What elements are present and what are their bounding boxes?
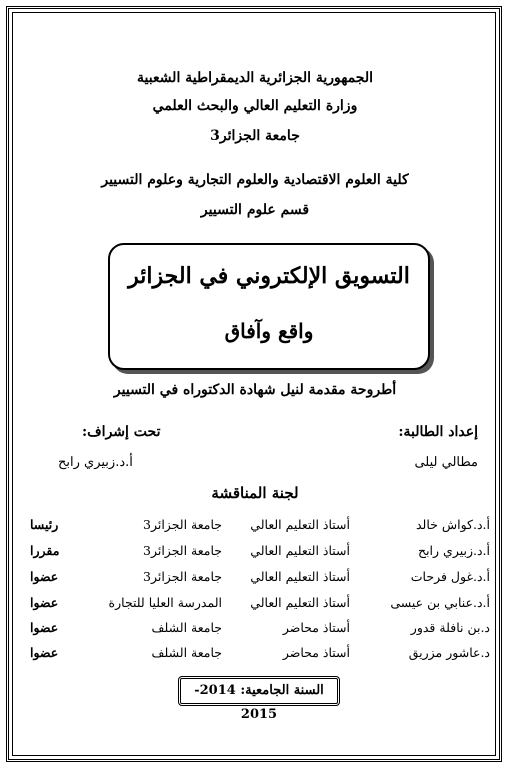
member-role: عضوا	[30, 620, 59, 635]
member-rank: أستاذ محاضر	[282, 645, 350, 660]
member-role: عضوا	[30, 595, 59, 610]
committee-row	[30, 543, 490, 565]
member-rank: أستاذ محاضر	[282, 620, 350, 635]
member-rank: أستاذ التعليم العالي	[250, 595, 350, 610]
thesis-subtitle: واقع وآفاق	[224, 319, 314, 343]
member-university: المدرسة العليا للتجارة	[108, 595, 222, 610]
university-line: جامعة الجزائر3	[210, 128, 300, 144]
thesis-title: التسويق الإلكتروني في الجزائر	[128, 263, 410, 289]
faculty-line: كلية العلوم الاقتصادية والعلوم التجارية وعلوم التسيير	[101, 172, 409, 188]
member-role: رئيسا	[30, 517, 59, 532]
committee-row	[30, 595, 490, 617]
member-university: جامعة الشلف	[151, 620, 222, 635]
member-role: مقررا	[30, 543, 60, 558]
department-line: قسم علوم التسيير	[200, 202, 310, 218]
supervisor-label: تحت إشراف:	[82, 424, 161, 440]
member-role: عضوا	[30, 645, 59, 660]
republic-line: الجمهورية الجزائرية الديمقراطية الشعبية	[136, 70, 373, 86]
member-name: د.عاشور مزريق	[408, 645, 490, 660]
committee-row	[30, 569, 490, 591]
member-role: عضوا	[30, 569, 59, 584]
committee-title: لجنة المناقشة	[211, 484, 299, 502]
committee-row	[30, 620, 490, 642]
committee-row	[30, 645, 490, 667]
thesis-title-box	[108, 243, 430, 370]
member-rank: أستاذ التعليم العالي	[250, 543, 350, 558]
member-rank: أستاذ التعليم العالي	[250, 569, 350, 584]
member-university: جامعة الجزائر3	[143, 517, 222, 532]
member-rank: أستاذ التعليم العالي	[250, 517, 350, 532]
supervisor-name: أ.د.زبيري رابح	[58, 455, 133, 470]
member-university: جامعة الشلف	[151, 645, 222, 660]
committee-row	[30, 517, 490, 539]
member-name: أ.د.كواش خالد	[415, 517, 490, 532]
member-name: أ.د.غول فرحات	[410, 569, 490, 584]
member-name: د.بن نافلة قدور	[410, 620, 490, 635]
ministry-line: وزارة التعليم العالي والبحث العلمي	[152, 98, 358, 114]
thesis-description: أطروحة مقدمة لنيل شهادة الدكتوراه في التسيير	[113, 382, 397, 398]
student-name: مطالي ليلى	[414, 455, 478, 470]
member-university: جامعة الجزائر3	[143, 543, 222, 558]
member-name: أ.د.عنابي بن عيسى	[390, 595, 490, 610]
student-label: إعداد الطالبة:	[398, 424, 478, 440]
member-university: جامعة الجزائر3	[143, 569, 222, 584]
member-name: أ.د.زبيري رابح	[418, 543, 490, 558]
academic-year-box: السنة الجامعية: 2014- 2015	[178, 676, 340, 706]
